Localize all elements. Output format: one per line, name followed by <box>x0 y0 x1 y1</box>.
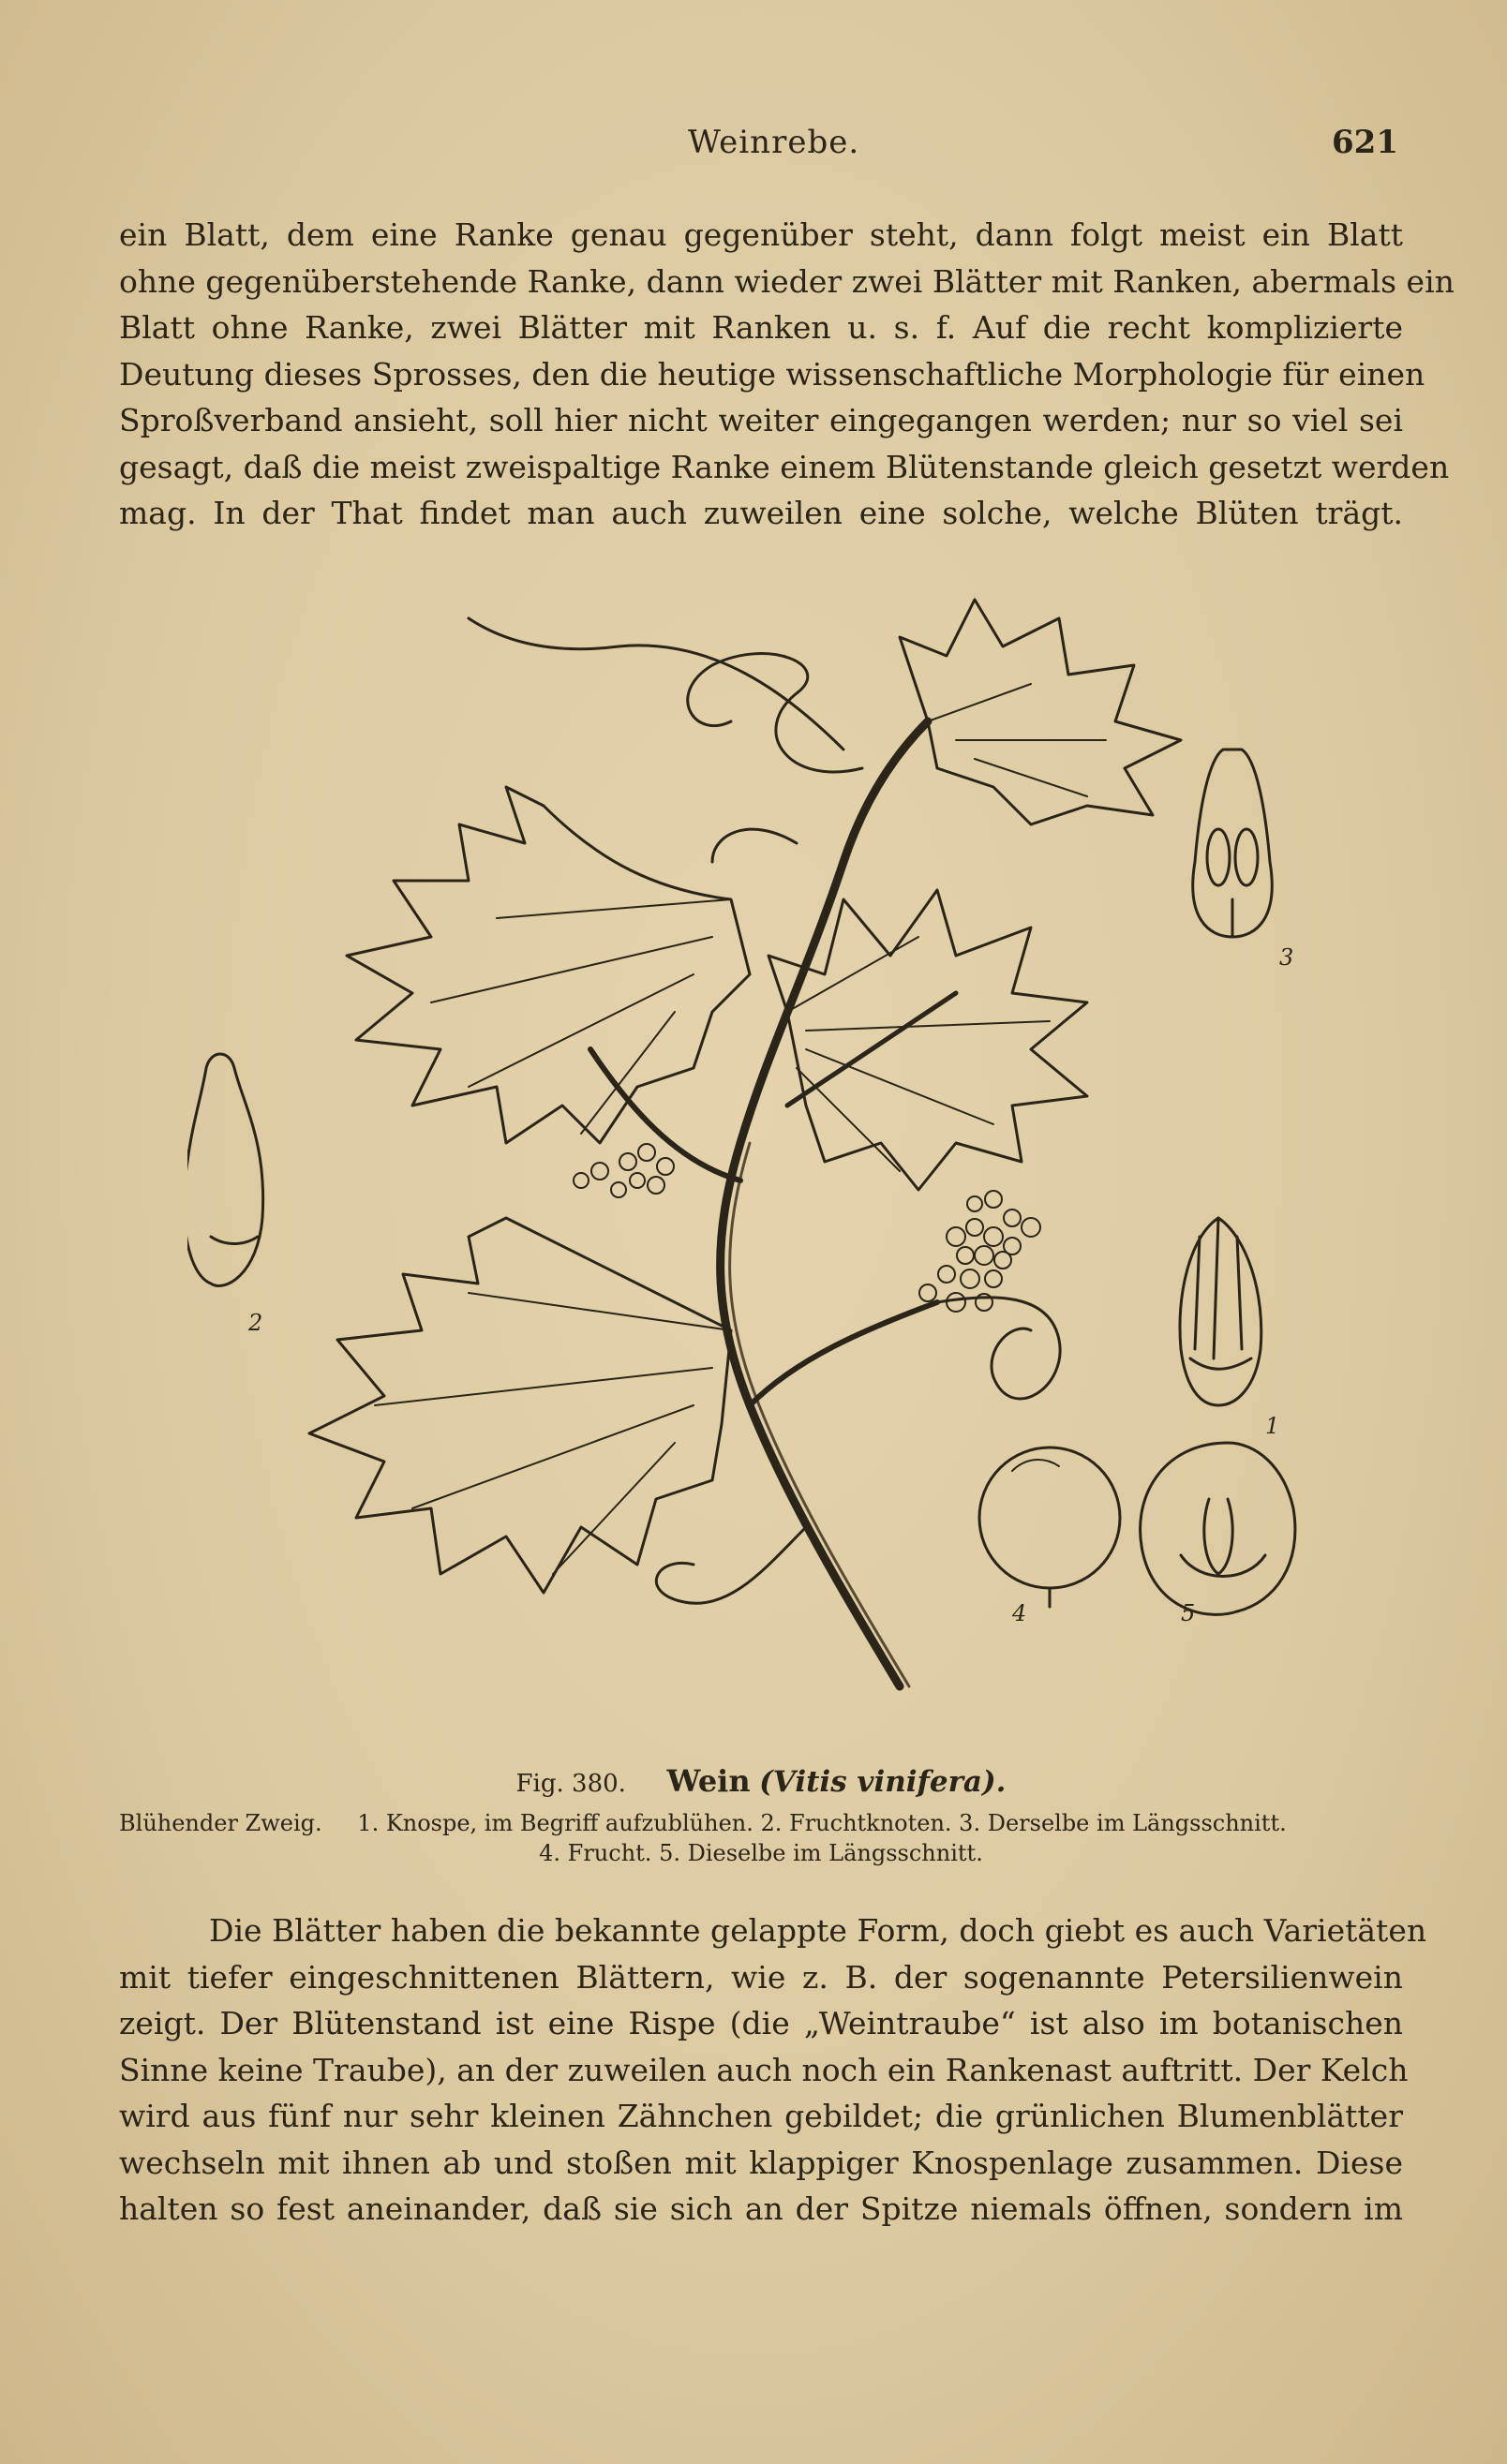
running-head <box>0 124 1507 171</box>
leaf-top <box>900 600 1181 824</box>
figure-label-1: 1 <box>1265 1413 1280 1439</box>
figure-caption-title <box>119 1763 1403 1799</box>
text-line: mag. In der That findet man auch zuweilen eine solche, welche Blüten trägt. <box>119 495 1403 531</box>
tendril <box>688 654 862 772</box>
tendril <box>469 618 843 750</box>
leaf-lower-left <box>309 1218 731 1593</box>
detail-ovary <box>187 1054 263 1285</box>
text-line: gesagt, daß die meist zweispaltige Ranke einem Blütenstande gleich gesetzt werden <box>119 448 1450 485</box>
side-branch <box>750 1302 937 1405</box>
latin-name: (Vitis vinifera). <box>759 1765 1007 1799</box>
tendril <box>712 829 797 862</box>
text-line: wird aus fünf nur sehr kleinen Zähnchen gebildet; die grünlichen Blumenblätter <box>119 2098 1403 2134</box>
tendril <box>937 1298 1060 1399</box>
detail-fruit-section <box>1141 1443 1295 1614</box>
page-number: 621 <box>1332 124 1398 161</box>
running-title: Weinrebe. <box>688 124 860 161</box>
caption-label: Blühender Zweig. <box>119 1810 322 1836</box>
top-paragraph <box>119 212 1455 537</box>
vine-branch-drawing <box>187 581 1406 1733</box>
text-line: ohne gegenüberstehende Ranke, dann wieder zwei Blätter mit Ranken, abermals ein <box>119 262 1455 300</box>
figure-caption-line-2: 4. Frucht. 5. Dieselbe im Längsschnitt. <box>539 1840 983 1866</box>
text-line: Die Blätter haben die bekannte gelappte Form, doch giebt es auch Varietäten <box>209 1912 1427 1949</box>
bottom-paragraph <box>119 1907 1427 2233</box>
figure-caption-line-1 <box>119 1810 1403 1836</box>
tendril <box>656 1527 806 1603</box>
text-line: wechseln mit ihnen ab und stoßen mit klappiger Knospenlage zusammen. Diese <box>119 2144 1403 2181</box>
caption-items: 1. Knospe, im Begriff aufzublühen. 2. Fruchtknoten. 3. Derselbe im Längsschnitt. <box>357 1810 1287 1836</box>
text-line: Sinne keine Traube), an der zuweilen auch noch ein Rankenast auftritt. Der Kelch <box>119 2051 1409 2088</box>
botanical-illustration <box>187 581 1406 1733</box>
text-line: Sproßverband ansieht, soll hier nicht weiter eingegangen werden; nur so viel sei <box>119 402 1403 438</box>
text-line: ein Blatt, dem eine Ranke genau gegenüber steht, dann folgt meist ein Blatt <box>119 216 1403 253</box>
plant-name: Wein <box>666 1763 751 1799</box>
text-line: mit tiefer eingeschnittenen Blättern, wie z. B. der sogenannte Petersilienwein <box>119 1958 1403 1996</box>
figure-number: Fig. 380. <box>515 1770 626 1798</box>
text-line: zeigt. Der Blütenstand ist eine Rispe (die „Weintraube“ ist also im botanischen <box>119 2005 1403 2041</box>
leaf-upper-left <box>347 787 750 1143</box>
figure-label-2: 2 <box>248 1310 263 1336</box>
detail-fruit <box>979 1447 1120 1607</box>
text-line: halten so fest aneinander, daß sie sich an der Spitze niemals öffnen, sondern im <box>119 2190 1403 2227</box>
figure-label-4: 4 <box>1012 1600 1027 1626</box>
detail-bud <box>1180 1218 1261 1405</box>
figure-label-5: 5 <box>1181 1600 1196 1626</box>
text-line: Blatt ohne Ranke, zwei Blätter mit Ranken u. s. f. Auf die recht komplizierte <box>119 309 1403 346</box>
figure-label-3: 3 <box>1279 944 1294 971</box>
detail-ovary-section <box>1193 750 1273 937</box>
text-line: Deutung dieses Sprosses, den die heutige wissenschaftliche Morphologie für einen <box>119 355 1425 393</box>
